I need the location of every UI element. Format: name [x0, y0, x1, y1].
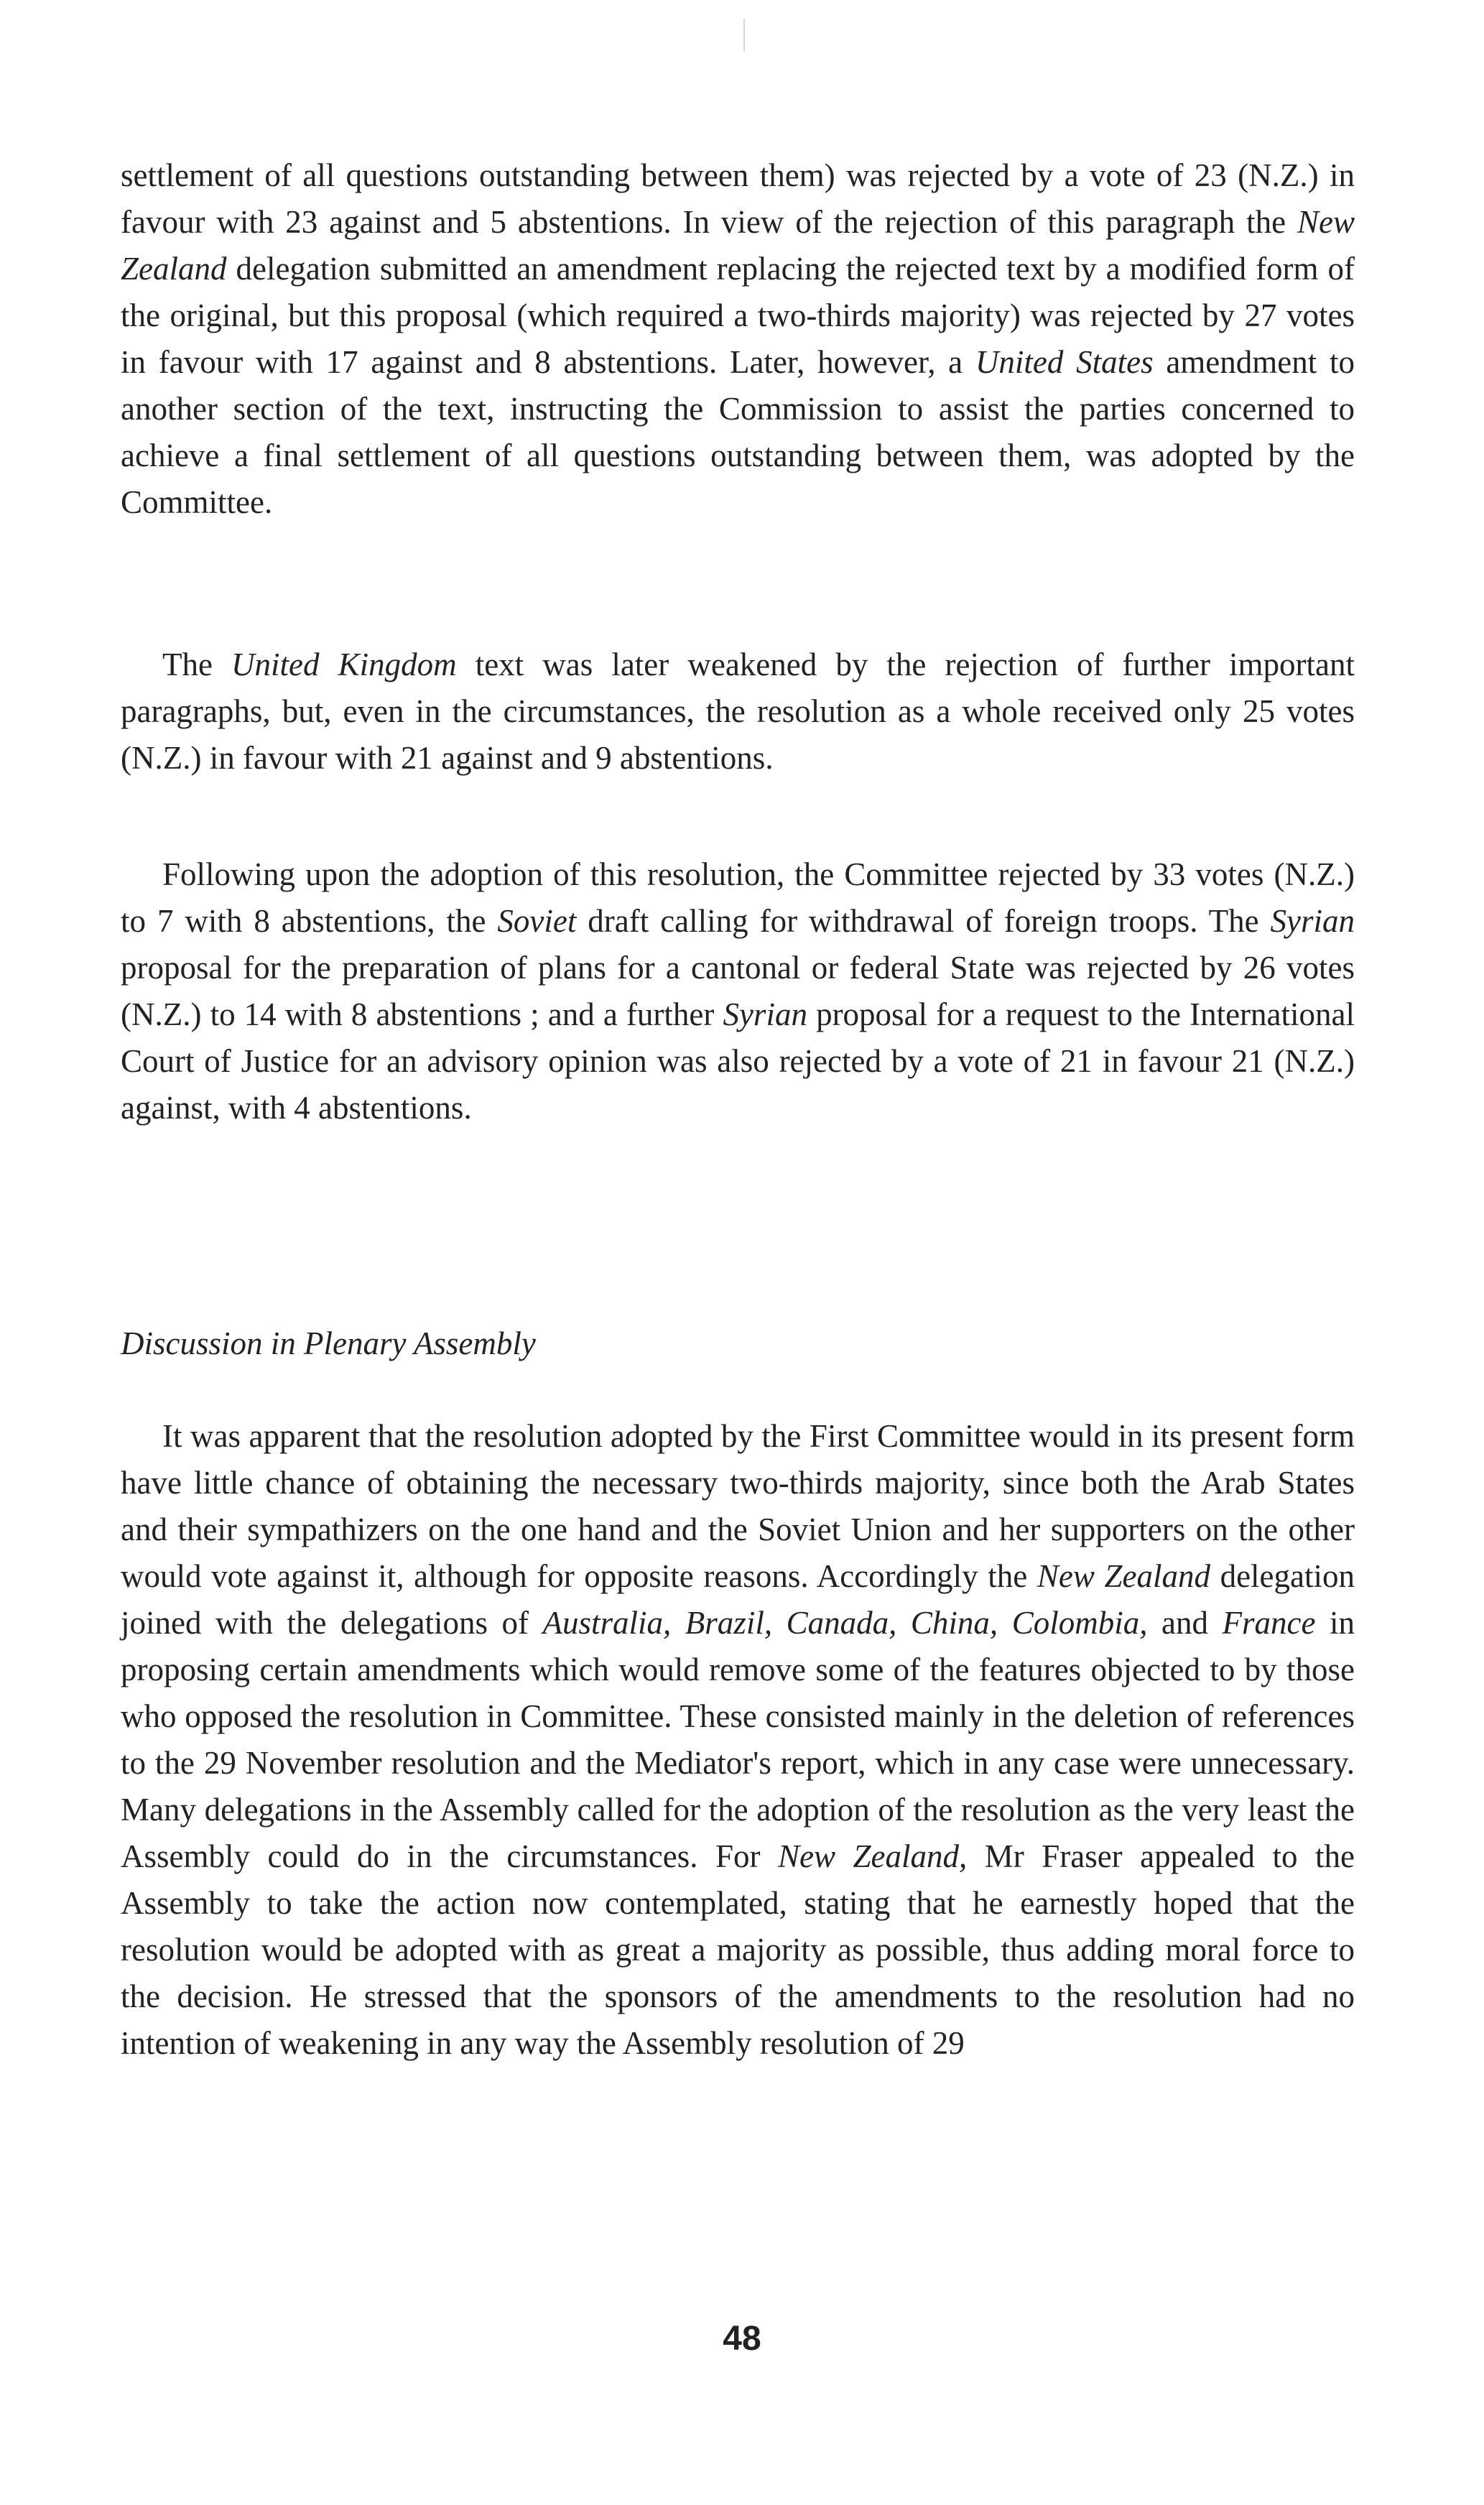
italic-text: United States — [975, 344, 1154, 380]
italic-text: Syrian — [723, 996, 807, 1032]
italic-text: Australia, Brazil, Canada, China, Colombia, — [542, 1605, 1148, 1641]
paragraph-united-kingdom-text — [121, 642, 1355, 782]
paragraph-committee-rejections — [121, 851, 1355, 1131]
section-heading: Discussion in Plenary Assembly — [121, 1325, 536, 1361]
paragraph-text: settlement of all questions outstanding between them) was rejected by a vote of 23 (N.Z.) in favour with 23 against and 5 abstentions. In view of the rejection of this paragraph the New Zealand delegation submitted an amendment replacing the rejected text by a modified form of the original, but this proposal (which required a two-thirds majority) was rejected by 27 votes in favour with 17 against and 8 abstentions. Later, however, a United States amendment to another section of the text, instructing the Commission to assist the parties concerned to achieve a final settlement of all questions outstanding between them, was adopted by the Committee. — [121, 157, 1355, 520]
paragraph-text: Following upon the adoption of this resolution, the Committee rejected by 33 votes (N.Z.) to 7 with 8 abstentions, the Soviet draft calling for withdrawal of foreign troops. The Syrian proposal for the preparation of plans for a cantonal or federal State was rejected by 26 votes (N.Z.) to 14 with 8 abstentions ; and a further Syrian proposal for a request to the International Court of Justice for an advisory opinion was also rejected by a vote of 21 in favour 21 (N.Z.) against, with 4 abstentions. — [121, 856, 1355, 1126]
paragraph-text: The United Kingdom text was later weakened by the rejection of further important paragraphs, but, even in the circumstances, the resolution as a whole received only 25 votes (N.Z.) in favour with 21 against and 9 abstentions. — [121, 647, 1355, 776]
italic-text: France — [1222, 1605, 1316, 1641]
page-number: 48 — [723, 2320, 761, 2358]
italic-text: Soviet — [497, 903, 577, 939]
scan-artifact — [743, 19, 745, 52]
paragraph-plenary-discussion — [121, 1413, 1355, 2067]
paragraph-text: It was apparent that the resolution adopted by the First Committee would in its present form have little chance of obtaining the necessary two-thirds majority, since both the Arab States and their sympathizers on the one hand and the Soviet Union and her supporters on the other would vote against it, although for opposite reasons. Accordingly the New Zealand delegation joined with the delegations of Australia, Brazil, Canada, China, Colombia, and France in proposing certain amendments which would remove some of the features objected to by those who opposed the resolution in Committee. These consisted mainly in the deletion of references to the 29 November resolution and the Mediator's report, which in any case were unnecessary. Many delegations in the Assembly called for the adoption of the resolution as the very least the Assembly could do in the circumstances. For New Zealand, Mr Fraser appealed to the Assembly to take the action now contemplated, stating that he earnestly hoped that the resolution would be adopted with as great a majority as possible, thus adding moral force to the decision. He stressed that the sponsors of the amendments to the resolution had no intention of weakening in any way the Assembly resolution of 29 — [121, 1418, 1355, 2061]
italic-text: New Zealand, — [778, 1838, 968, 1874]
italic-text: New Zealand — [121, 204, 1355, 287]
italic-text: New Zealand — [1037, 1558, 1210, 1594]
italic-text: United Kingdom — [231, 647, 457, 682]
paragraph-continuation — [121, 152, 1355, 526]
italic-text: Syrian — [1270, 903, 1355, 939]
